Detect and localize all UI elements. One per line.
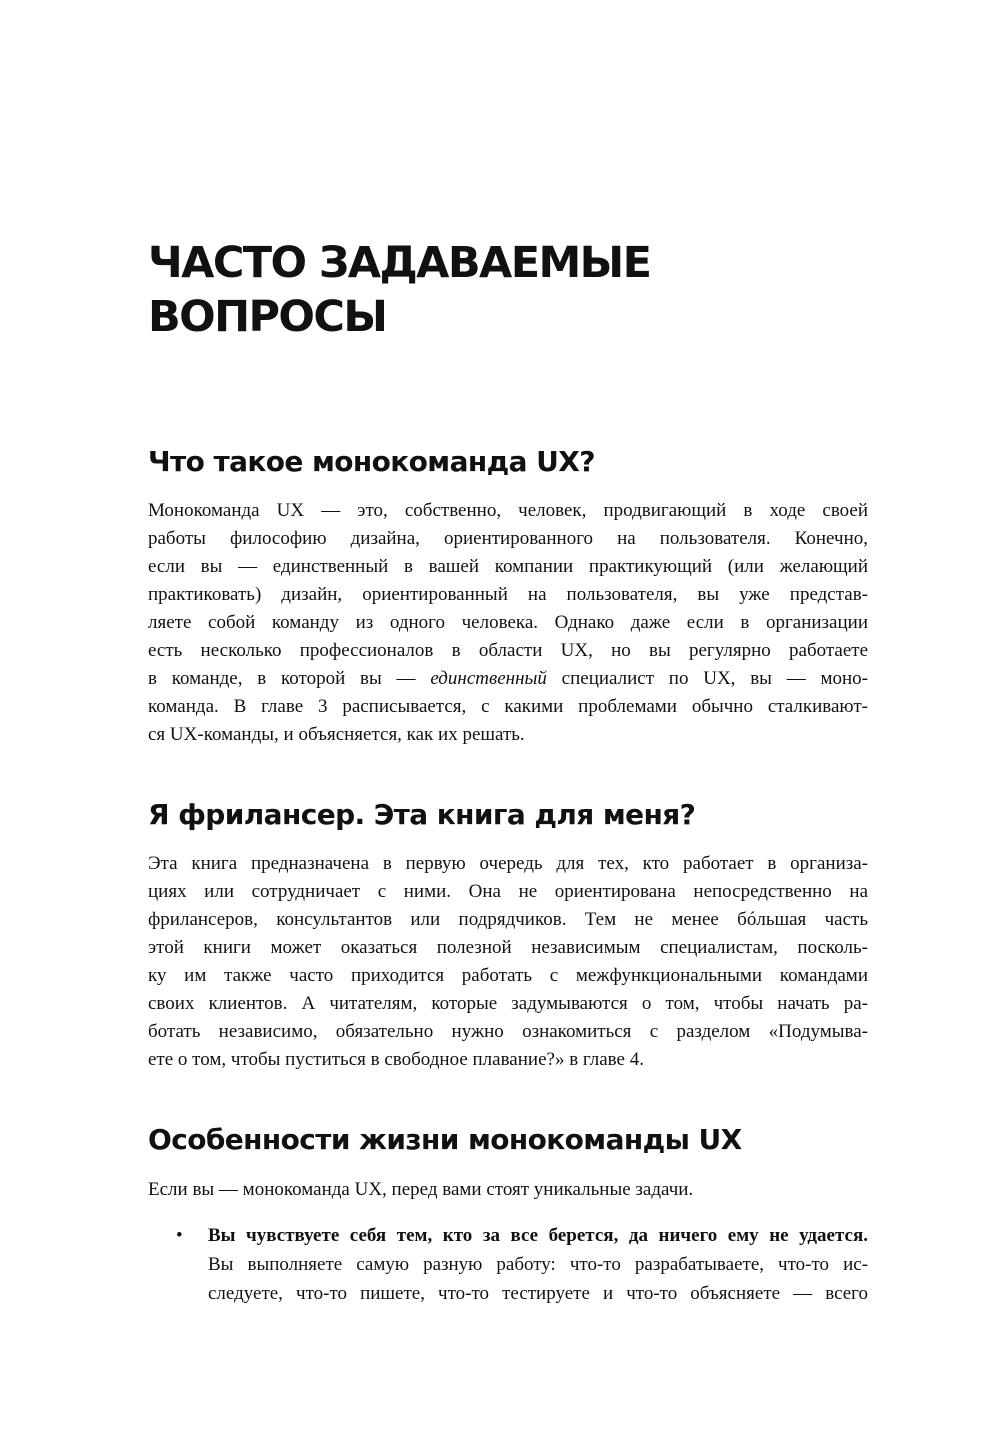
chapter-title-line-1: ЧАСТО ЗАДАВАЕМЫЕ xyxy=(148,238,651,288)
paragraph-line-with-emphasis xyxy=(148,665,868,693)
paragraph-line: ку им также часто приходится работать с межфункциональными командами xyxy=(148,965,868,986)
paragraph-line: Монокоманда UX — это, собственно, человек, продвигающий в ходе своей xyxy=(148,500,868,521)
section-heading-solo-team-life: Особенности жизни монокоманды UX xyxy=(148,1123,742,1156)
section-paragraph-solo-team xyxy=(148,497,868,749)
paragraph-line: Эта книга предназначена в первую очередь для тех, кто работает в организа- xyxy=(148,853,868,874)
paragraph-line: если вы — единственный в вашей компании практикующий (или желающий xyxy=(148,556,868,577)
bullet-marker: • xyxy=(176,1225,183,1246)
paragraph-line: Если вы — монокоманда UX, перед вами стоят уникальные задачи. xyxy=(148,1179,694,1200)
paragraph-line: ся UX-команды, и объясняется, как их решать. xyxy=(148,724,525,745)
bullet-lead-line: Вы чувствуете себя тем, кто за все берется, да ничего ему не удается. xyxy=(208,1225,868,1246)
emphasis-text: единственный xyxy=(430,668,547,689)
paragraph-text: специалист по UX, вы — моно- xyxy=(561,668,869,689)
paragraph-line: ете о том, чтобы пуститься в свободное плавание?» в главе 4. xyxy=(148,1049,644,1070)
section-paragraph-freelancer xyxy=(148,850,868,1074)
bullet-text xyxy=(208,1221,868,1308)
paragraph-line: команда. В главе 3 расписывается, с какими проблемами обычно сталкивают- xyxy=(148,696,868,717)
bullet-line: следуете, что-то пишете, что-то тестируете и что-то объясняете — всего xyxy=(208,1283,868,1304)
paragraph-line: фрилансеров, консультантов или подрядчиков. Тем не менее бóльшая часть xyxy=(148,909,868,930)
paragraph-line: практиковать) дизайн, ориентированный на пользователя, вы уже представ- xyxy=(148,584,868,605)
paragraph-line: этой книги может оказаться полезной независимым специалистам, посколь- xyxy=(148,937,868,958)
chapter-title-line-2: ВОПРОСЫ xyxy=(148,292,387,342)
paragraph-line: работы философию дизайна, ориентированного на пользователя. Конечно, xyxy=(148,528,868,549)
section-intro-solo-team-life xyxy=(148,1176,868,1204)
chapter-title xyxy=(148,236,868,344)
paragraph-line: циях или сотрудничает с ними. Она не ориентирована непосредственно на xyxy=(148,881,868,902)
section-heading-freelancer: Я фрилансер. Эта книга для меня? xyxy=(148,798,696,831)
paragraph-line: ботать независимо, обязательно нужно ознакомиться с разделом «Подумыва- xyxy=(148,1021,868,1042)
paragraph-line: есть несколько профессионалов в области UX, но вы регулярно работаете xyxy=(148,640,868,661)
paragraph-text: в команде, в которой вы — xyxy=(148,668,416,689)
section-heading-what-is-solo-team: Что такое монокоманда UX? xyxy=(148,445,595,478)
bullet-line: Вы выполняете самую разную работу: что-то разрабатываете, что-то ис- xyxy=(208,1254,868,1275)
paragraph-line: своих клиентов. А читателям, которые задумываются о том, чтобы начать ра- xyxy=(148,993,868,1014)
paragraph-line: ляете собой команду из одного человека. Однако даже если в организации xyxy=(148,612,868,633)
